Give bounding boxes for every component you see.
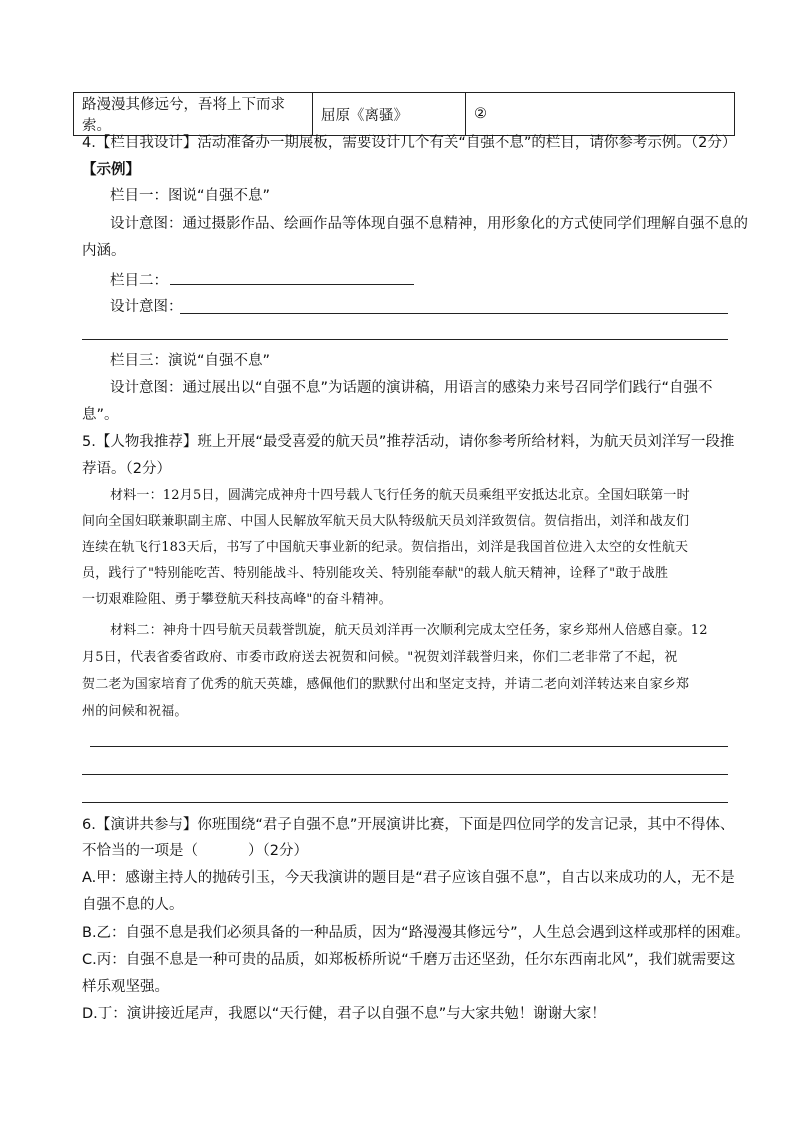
table-row	[74, 93, 735, 136]
q5-material1-line3: 连续在轨飞行183天后，书写了中国航天事业新的纪录。贺信指出，刘洋是我国首位进入太空的女性航天	[82, 540, 689, 555]
answer-blank-line-3[interactable]	[82, 802, 728, 803]
answer-cell: ②	[466, 93, 735, 136]
q6-option-a-cont: 自强不息的人。	[82, 897, 184, 913]
q5-material2-line1: 材料二：神舟十四号航天员载誉凯旋，航天员刘洋再一次顺利完成太空任务，家乡郑州人倍感自豪。12	[110, 623, 708, 638]
q4-col2-title: 栏目二：	[110, 273, 168, 289]
col2-intent-blank[interactable]	[180, 313, 728, 314]
q4-col2-intent: 设计意图：	[110, 299, 183, 315]
q5-material1-line4: 员，践行了"特别能吃苦、特别能战斗、特别能攻关、特别能奉献"的载人航天精神，诠释了"敢于战胜	[82, 566, 669, 581]
q6-option-b: B.乙：自强不息是我们必须具备的一种品质，因为“路漫漫其修远兮”，人生总会遇到这样或那样的困难。	[82, 925, 750, 941]
q4-col1-title: 栏目一：图说“自强不息”	[110, 188, 271, 204]
q6-option-d: D.丁：演讲接近尾声，我愿以“天行健，君子以自强不息”与大家共勉！谢谢大家！	[82, 1006, 606, 1022]
q5-material1-line1: 材料一：12月5日，圆满完成神舟十四号载人飞行任务的航天员乘组平安抵达北京。全国妇联第一时	[110, 488, 690, 503]
answer-blank-line-1[interactable]	[90, 746, 728, 747]
q5-material2-line2: 月5日，代表省委省政府、市委市政府送去祝贺和问候。"祝贺刘洋载誉归来，你们二老非常了不起，祝	[82, 650, 678, 665]
q6-intro: 6.【演讲共参与】你班围绕“君子自强不息”开展演讲比赛，下面是四位同学的发言记录，其中不得体、	[82, 817, 735, 833]
q4-example-label: 【示例】	[82, 162, 140, 178]
q6-intro-cont	[82, 841, 734, 861]
quote-table	[73, 92, 735, 136]
q4-col1-intent: 设计意图：通过摄影作品、绘画作品等体现自强不息精神，用形象化的方式使同学们理解自强不息的	[110, 216, 748, 232]
q6-option-c: C.丙：自强不息是一种可贵的品质，如郑板桥所说“千磨万击还坚劲，任尔东西南北风”，我们就需要这	[82, 952, 736, 968]
q4-col3-intent: 设计意图：通过展出以“自强不息”为话题的演讲稿，用语言的感染力来号召同学们践行“自强不	[110, 380, 713, 396]
q4-col2-row	[110, 270, 734, 291]
q5-material1-line2: 间向全国妇联兼职副主席、中国人民解放军航天员大队特级航天员刘洋致贺信。贺信指出，刘洋和战友们	[82, 514, 690, 529]
q6-option-c-cont: 样乐观坚强。	[82, 979, 169, 995]
q6-option-a: A.甲：感谢主持人的抛砖引玉，今天我演讲的题目是“君子应该自强不息”，自古以来成功的人，无不是	[82, 870, 735, 886]
q6-intro-score: ）（2分）	[248, 843, 308, 859]
q4-col3-title: 栏目三：演说“自强不息”	[110, 353, 271, 369]
q6-intro-text: 不恰当的一项是（	[82, 843, 198, 859]
q5-material2-line4: 州的问候和祝福。	[82, 704, 188, 719]
answer-blank-line-2[interactable]	[82, 774, 728, 775]
author-cell: 屈原《离骚》	[313, 93, 466, 136]
quote-cell: 路漫漫其修远兮，吾将上下而求索。	[74, 93, 313, 136]
col2-intent-blank-2[interactable]	[82, 339, 728, 340]
q4-col3-intent-cont: 息”。	[82, 407, 119, 423]
q5-material2-line3: 贺二老为国家培育了优秀的航天英雄，感佩他们的默默付出和坚定支持，并请二老向刘洋转达来自家乡郑	[82, 677, 690, 692]
col2-title-blank[interactable]	[170, 270, 414, 285]
q5-intro: 5.【人物我推荐】班上开展“最受喜爱的航天员”推荐活动，请你参考所给材料，为航天员刘洋写一段推	[82, 434, 735, 450]
q5-material1-line5: 一切艰难险阻、勇于攀登航天科技高峰"的奋斗精神。	[82, 592, 392, 607]
q4-intro: 4.【栏目我设计】活动准备办一期展板，需要设计几个有关“自强不息”的栏目，请你参考示例。（2分）	[82, 135, 737, 151]
q4-col1-intent-cont: 内涵。	[82, 243, 126, 259]
q5-intro-cont: 荐语。（2分）	[82, 461, 171, 477]
